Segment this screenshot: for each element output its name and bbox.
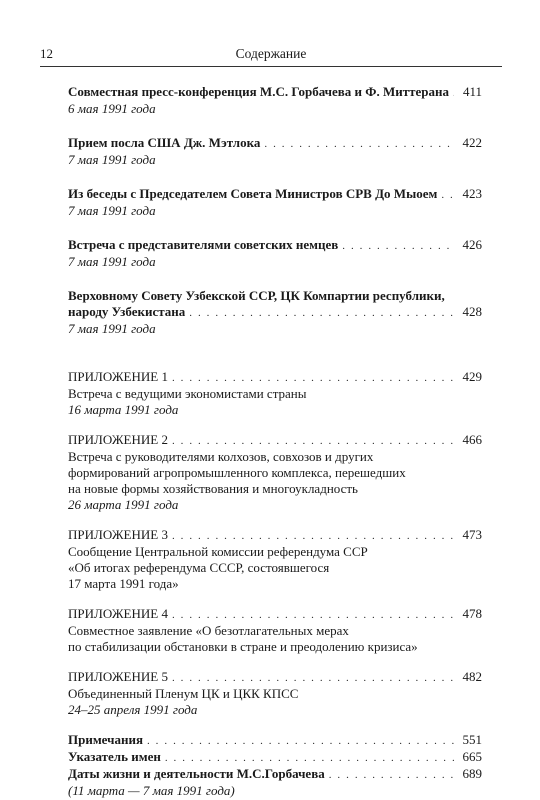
- appendix-description: 17 марта 1991 года»: [68, 576, 179, 591]
- entry-page: 665: [462, 749, 482, 764]
- entry-date: 6 мая 1991 года: [68, 101, 156, 116]
- entry-page: 428: [462, 304, 482, 319]
- appendix-date: 16 марта 1991 года: [68, 402, 179, 417]
- dot-leader: [172, 528, 454, 544]
- entry-date: 7 мая 1991 года: [68, 203, 156, 218]
- appendix-description: Встреча с ведущими экономистами страны: [68, 386, 307, 401]
- appendix-description: по стабилизации обстановки в стране и преодолению кризиса»: [68, 639, 418, 654]
- dot-leader: [264, 136, 454, 152]
- toc-entry[interactable]: [68, 135, 482, 168]
- appendix-description: формирований агропромышленного комплекса, перешедших: [68, 465, 406, 480]
- appendix-entry[interactable]: [68, 432, 482, 513]
- toc-entry[interactable]: [68, 84, 482, 117]
- toc-entry[interactable]: [68, 186, 482, 219]
- dot-leader: [172, 433, 454, 449]
- appendix-label: ПРИЛОЖЕНИЕ 1: [68, 369, 168, 384]
- dot-leader: [172, 370, 454, 386]
- entry-page: 422: [462, 135, 482, 150]
- chronology-entry[interactable]: [68, 766, 482, 799]
- entry-title: Прием посла США Дж. Мэтлока: [68, 135, 261, 150]
- appendix-entry[interactable]: [68, 669, 482, 718]
- dot-leader: [172, 670, 454, 686]
- appendix-label: ПРИЛОЖЕНИЕ 5: [68, 669, 168, 684]
- appendix-page: 429: [462, 369, 482, 384]
- entry-page: 426: [462, 237, 482, 252]
- appendix-description: на новые формы хозяйствования и многоукладность: [68, 481, 358, 496]
- notes-entry[interactable]: [68, 732, 482, 749]
- entry-page: 551: [462, 732, 482, 747]
- entry-title: Из беседы с Председателем Совета Министров СРВ До Мыоем: [68, 186, 438, 201]
- dot-leader: [147, 733, 454, 749]
- appendix-description: «Об итогах референдума СССР, состоявшегося: [68, 560, 330, 575]
- entry-title-line-1: Верховному Совету Узбекской ССР, ЦК Компартии республики,: [68, 288, 445, 303]
- entry-title: Встреча с представителями советских немцев: [68, 237, 339, 252]
- dot-leader: [453, 85, 454, 101]
- dot-leader: [342, 238, 454, 254]
- entry-date: (11 марта — 7 мая 1991 года): [68, 783, 235, 798]
- appendix-entry[interactable]: [68, 369, 482, 418]
- entry-title: Совместная пресс-конференция М.С. Горбачева и Ф. Миттерана: [68, 84, 449, 99]
- appendix-description: Сообщение Центральной комиссии референдума ССР: [68, 544, 368, 559]
- dot-leader: [172, 607, 454, 623]
- entry-title: Указатель имен: [68, 749, 161, 764]
- appendix-label: ПРИЛОЖЕНИЕ 4: [68, 606, 168, 621]
- dot-leader: [165, 750, 454, 766]
- appendix-entry[interactable]: [68, 527, 482, 592]
- entry-date: 7 мая 1991 года: [68, 152, 156, 167]
- appendix-label: ПРИЛОЖЕНИЕ 2: [68, 432, 168, 447]
- name-index-entry[interactable]: [68, 749, 482, 766]
- page-header: [40, 44, 502, 67]
- appendix-label: ПРИЛОЖЕНИЕ 3: [68, 527, 168, 542]
- appendix-page: 482: [462, 669, 482, 684]
- entry-title: Даты жизни и деятельности М.С.Горбачева: [68, 766, 325, 781]
- appendix-date: 24–25 апреля 1991 года: [68, 702, 198, 717]
- dot-leader: [329, 767, 454, 783]
- appendix-page: 478: [462, 606, 482, 621]
- appendix-description: Встреча с руководителями колхозов, совхозов и других: [68, 449, 374, 464]
- entry-title-line-2: народу Узбекистана: [68, 304, 186, 319]
- page-number: 12: [40, 46, 53, 61]
- dot-leader: [189, 305, 454, 321]
- toc-entry[interactable]: [68, 288, 482, 337]
- dot-leader: [441, 187, 454, 203]
- appendix-description: Объединенный Пленум ЦК и ЦКК КПСС: [68, 686, 299, 701]
- entry-page: 423: [462, 186, 482, 201]
- appendix-date: 26 марта 1991 года: [68, 497, 179, 512]
- entry-date: 7 мая 1991 года: [68, 321, 156, 336]
- entry-page: 411: [462, 84, 482, 99]
- appendix-page: 466: [462, 432, 482, 447]
- appendix-page: 473: [462, 527, 482, 542]
- entry-title: Примечания: [68, 732, 143, 747]
- running-title: Содержание: [235, 46, 307, 61]
- entry-date: 7 мая 1991 года: [68, 254, 156, 269]
- table-of-contents: [68, 84, 482, 799]
- toc-entry[interactable]: [68, 237, 482, 270]
- appendix-entry[interactable]: [68, 606, 482, 655]
- appendix-description: Совместное заявление «О безотлагательных мерах: [68, 623, 349, 638]
- entry-page: 689: [462, 766, 482, 781]
